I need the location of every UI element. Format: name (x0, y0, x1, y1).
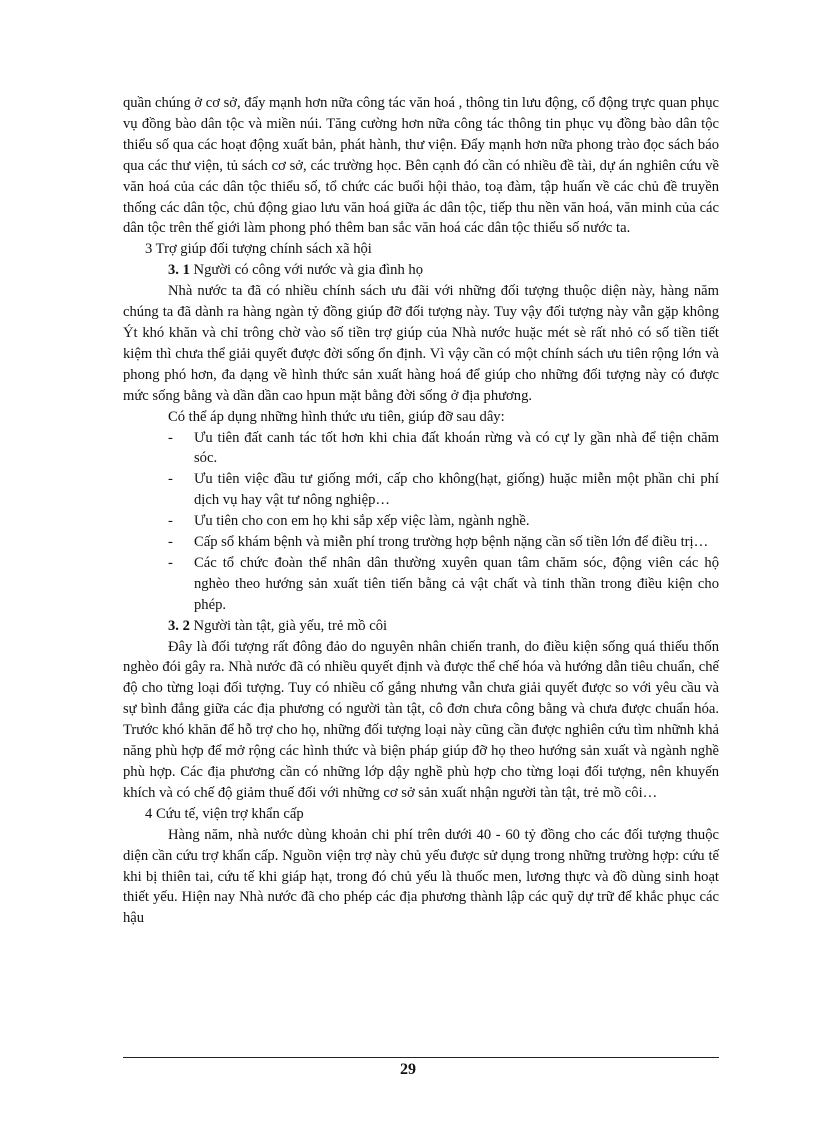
section-3-2-title: Người tàn tật, già yếu, trẻ mồ côi (193, 617, 388, 634)
list-item-text: Ưu tiên việc đầu tư giống mới, cấp cho không(hạt, giống) huặc miễn một phần chi phí dịch vụ hay vật tư nông nghiệp… (194, 471, 719, 509)
section-3-2-number: 3. 2 (168, 617, 190, 634)
list-item-text: Các tổ chức đoàn thể nhân dân thường xuyên quan tâm chăm sóc, động viên các hộ nghèo theo hướng sản xuất tiên tiến bằng cả vật chất và tinh thần trong điều kiện cho phép. (194, 554, 719, 613)
list-item (123, 532, 719, 553)
list-item-text: Ưu tiên đất canh tác tốt hơn khi chia đất khoán rừng và có cự ly gần nhà để tiện chăm sóc. (194, 429, 719, 467)
list-item (123, 428, 719, 470)
list-item-text: Ưu tiên cho con em họ khi sắp xếp việc làm, ngành nghề. (194, 513, 530, 530)
dash-bullet: - (168, 429, 173, 446)
page-number: 29 (400, 1061, 416, 1078)
section-4-heading: 4 Cứu tế, viện trợ khẩn cấp (145, 805, 304, 822)
intro-paragraph: quần chúng ở cơ sở, đẩy mạnh hơn nữa công tác văn hoá , thông tin lưu động, cổ động trực quan phục vụ đồng bào dân tộc và miền núi. Tăng cường hơn nữa công tác thông tin phục vụ đồng bào dân tộc thiểu số qua các hoạt động xuất bản, phát hành, thư viện. Đẩy mạnh hơn nữa phong trào đọc sách báo qua các thư viện, tủ sách cơ sở, các trường học. Bên cạnh đó cần có nhiều đề tài, dự án nghiên cứu về văn hoá của các dân tộc thiểu số, tổ chức các buổi hội thảo, toạ đàm, tập huấn về các chủ đề truyền thống các dân tộc, chủ động giao lưu văn hoá giữa ác dân tộc, tiếp thu nền văn hoá, văn minh của các dân tộc trên thế giới làm phong phó thêm ban sắc văn hoá các dân tộc thiểu số nước ta. (123, 95, 719, 237)
section-3-2-heading (123, 616, 719, 637)
dash-bullet: - (168, 513, 173, 530)
list-item (123, 469, 719, 511)
document-body (123, 93, 719, 929)
list-intro: Có thể áp dụng những hình thức ưu tiên, giúp đỡ sau dây: (168, 408, 505, 425)
dash-bullet: - (168, 554, 173, 571)
dash-bullet: - (168, 471, 173, 488)
priority-list (123, 428, 719, 616)
section-4-paragraph: Hàng năm, nhà nước dùng khoản chi phí trên dưới 40 - 60 tỷ đồng cho các đối tượng thuộc diện cần cứu trợ khẩn cấp. Nguồn viện trợ này chủ yếu được sử dụng trong những trường hợp: cứu tế khi bị thiên tai, cứu tế khi giáp hạt, trong đó chủ yếu là thuốc men, lương thực và đồ dùng sinh hoạt thiết yếu. Hiện nay Nhà nước đã cho phép các địa phương thành lập các quỹ dự trữ để khắc phục các hậu (123, 826, 719, 927)
section-3-2-paragraph: Đây là đối tượng rất đông đảo do nguyên nhân chiến tranh, do điều kiện sống quá thiếu thốn nghèo đói gây ra. Nhà nước đã có nhiều quyết định và được thể chế hóa và hướng dẫn tiêu chuẩn, chế độ cho từng loại đối tượng. Tuy có nhiều cố gắng nhưng vẫn chưa giải quyết được so với yêu cầu và sự bình đẳng giữa các địa phương có người tàn tật, cô đơn chưa công bằng và chưa được chuẩn hóa. Trước khó khăn để hỗ trợ cho họ, những đối tượng loại này cũng cần được nghiên cứu tìm nhữnh khả năng phù hợp để mở rộng các hình thức và biện pháp giúp đỡ họ theo hướng sản xuất và ngành nghề phù hợp. Các địa phương cần có những lớp dậy nghề phù hợp cho từng loại đối tượng, nên khuyến khích và có chế độ giảm thuế đối với những cơ sở sản xuất nhận người tàn tật, trẻ mồ côi… (123, 638, 719, 801)
section-3-heading: 3 Trợ giúp đối tượng chính sách xã hội (145, 241, 372, 258)
section-3-1-title: Người có công với nước và gia đình họ (193, 262, 424, 279)
section-3-1-number: 3. 1 (168, 262, 190, 279)
section-3-1-paragraph: Nhà nước ta đã có nhiều chính sách ưu đãi với những đối tượng thuộc diện này, hàng năm chúng ta đã dành ra hàng ngàn tỷ đồng giúp đỡ đối tượng này. Tuy vậy đối tượng này vẫn gặp không Ýt khó khăn và chỉ trông chờ vào số tiền trợ giúp của Nhà nước huặc mét sè rất nhỏ có số tiền tiết kiệm thì chưa thể giải quyết được đời sống ổn định. Vì vậy cần có một chính sách ưu tiên rộng lớn và phong phó hơn, đa dạng về hình thức sản xuất hàng hoá để giúp cho những đối tượng này có được mức sống bằng và dần dần cao hpun mặt bằng đời sống ở địa phương. (123, 283, 719, 404)
dash-bullet: - (168, 534, 173, 551)
list-item (123, 553, 719, 616)
section-3-1-heading (123, 260, 719, 281)
list-item (123, 511, 719, 532)
footer-divider (123, 1057, 719, 1058)
list-item-text: Cấp sổ khám bệnh và miễn phí trong trường hợp bệnh nặng cần số tiền lớn để điều trị… (194, 534, 709, 551)
